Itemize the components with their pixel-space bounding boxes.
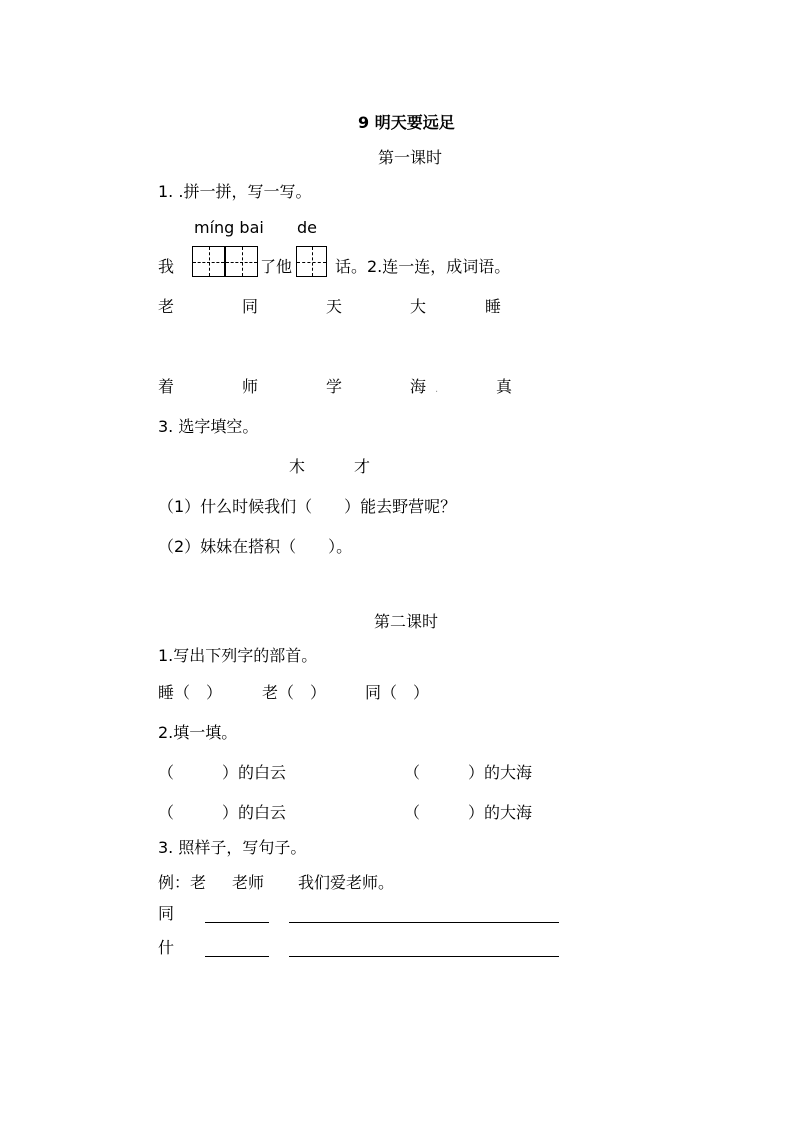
example-word: 老师	[232, 873, 265, 892]
practice-char-1: 同	[158, 904, 175, 923]
pinyin-de: de	[297, 218, 317, 237]
radical-item-2: 老（ ）	[262, 683, 327, 702]
sentence-middle: 了他	[260, 257, 293, 276]
connect-bottom-1: 着	[158, 377, 175, 396]
fill-row2-right: （ ）的大海	[404, 803, 533, 822]
fill-item-1: （1）什么时候我们（ ）能去野营呢？	[158, 497, 457, 516]
writing-box-bai[interactable]	[225, 246, 258, 277]
radical-item-3: 同（ ）	[365, 683, 430, 702]
answer-line-sentence-2[interactable]	[289, 956, 559, 957]
lesson1-q1-prompt: 1. .拼一拼，写一写。	[158, 182, 312, 201]
lesson1-q3-prompt: 3. 选字填空。	[158, 417, 259, 436]
lesson2-heading: 第二课时	[374, 612, 439, 631]
connect-top-4: 大	[410, 297, 427, 316]
sentence-end: 话。2.连一连，成词语。	[335, 257, 511, 276]
connect-top-3: 天	[326, 297, 343, 316]
practice-char-2: 什	[158, 938, 175, 957]
writing-box-de[interactable]	[296, 246, 327, 277]
example-sentence: 我们爱老师。	[298, 873, 395, 892]
lesson1-heading: 第一课时	[378, 148, 443, 167]
example-label: 例：老	[158, 873, 207, 892]
lesson2-q3-prompt: 3. 照样子，写句子。	[158, 838, 307, 857]
sentence-start: 我	[158, 257, 175, 276]
pinyin-mingbai: míng bai	[194, 218, 264, 237]
answer-line-word-2[interactable]	[205, 956, 269, 957]
option-mu: 木	[289, 457, 306, 476]
fill-row1-right: （ ）的大海	[404, 763, 533, 782]
connect-bottom-5: 真	[496, 377, 513, 396]
connect-bottom-3: 学	[326, 377, 343, 396]
fill-row2-left: （ ）的白云	[158, 803, 287, 822]
connect-top-5: 睡	[485, 297, 502, 316]
writing-box-ming[interactable]	[192, 246, 225, 277]
stray-dot: .	[435, 384, 439, 395]
answer-line-sentence-1[interactable]	[289, 922, 559, 923]
connect-top-1: 老	[158, 297, 175, 316]
connect-bottom-2: 师	[242, 377, 259, 396]
radical-item-1: 睡（ ）	[158, 683, 223, 702]
connect-bottom-4: 海	[410, 377, 427, 396]
option-cai: 才	[354, 457, 371, 476]
fill-row1-left: （ ）的白云	[158, 763, 287, 782]
page-title: 9 明天要远足	[358, 113, 455, 132]
connect-top-2: 同	[242, 297, 259, 316]
fill-item-2: （2）妹妹在搭积（ ）。	[158, 537, 353, 556]
lesson2-q2-prompt: 2.填一填。	[158, 723, 238, 742]
answer-line-word-1[interactable]	[205, 922, 269, 923]
lesson2-q1-prompt: 1.写出下列字的部首。	[158, 646, 318, 665]
